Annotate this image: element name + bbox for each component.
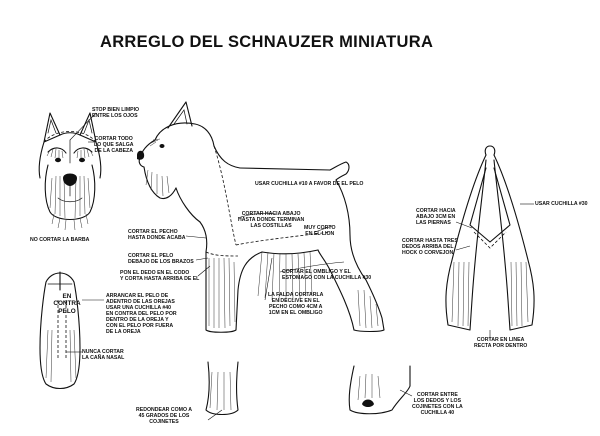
ear-drawing bbox=[40, 272, 104, 389]
label-stop: STOP BIEN LIMPIO ENTRE LOS OJOS bbox=[92, 107, 140, 119]
label-en-contra-pelo: EN CONTRA PELO bbox=[53, 293, 81, 315]
label-cortar-3cm: CORTAR HACIA ABAJO 3CM EN LAS PIERNAS bbox=[416, 208, 456, 226]
label-cortar-linea-recta: CORTAR EN LINEA RECTA POR DENTRO bbox=[474, 337, 528, 349]
head-front-view-drawing bbox=[39, 113, 101, 230]
label-cortar-entre-dedos: CORTAR ENTRE LOS DEDOS Y LOS COJINETES CON LA CUCHILLA 40 bbox=[412, 392, 463, 416]
label-cortar-hacia-abajo: CORTAR HACIA ABAJO HASTA DONDE TERMINAN LAS COSTILLAS bbox=[238, 211, 305, 229]
label-ombligo: CORTAR EL OMBLIGO Y EL ESTOMAGO CON LA CUCHILLA #30 bbox=[282, 269, 372, 281]
label-falda: LA FALDA CORTARLA EN DECLIVE EN EL PECHO COMO 4CM A 1CM EN EL OMBLIGO bbox=[268, 292, 324, 316]
label-cortar-todo: CORTAR TODO LO QUE SALGA DE LA CABEZA bbox=[94, 136, 134, 154]
label-nunca-cortar: NUNCA CORTAR LA CAÑA NASAL bbox=[82, 349, 125, 361]
label-tres-dedos: CORTAR HASTA TRES DEDOS ARRIBA DEL HOCK O CORVEJON bbox=[402, 238, 458, 256]
label-muy-corto: MUY CORTO EN EL LION bbox=[304, 225, 336, 237]
label-cuchilla-10: USAR CUCHILLA #10 A FAVOR DE EL PELO bbox=[255, 181, 364, 187]
label-cortar-pecho: CORTAR EL PECHO HASTA DONDE ACABA bbox=[128, 229, 186, 241]
hind-paw-drawing bbox=[349, 366, 412, 414]
label-cuchilla-30: USAR CUCHILLA #30 bbox=[535, 201, 588, 207]
page-title: ARREGLO DEL SCHNAUZER MINIATURA bbox=[100, 33, 434, 51]
rear-view-drawing bbox=[446, 146, 534, 340]
label-arrancar-pelo: ARRANCAR EL PELO DE ADENTRO DE LAS OREJAS USAR UNA CUCHILLA #40 EN CONTRA DEL PELO POR DENTRO DE LA OREJA Y CON EL PELO POR FUERA DE LA OREJA bbox=[106, 293, 177, 335]
label-no-cortar-barba: NO CORTAR LA BARBA bbox=[30, 237, 90, 243]
label-redondear: REDONDEAR COMO A 45 GRADOS DE LOS COJINETES bbox=[136, 407, 193, 425]
front-paw-drawing bbox=[206, 362, 238, 420]
label-cortar-pelo-brazos: CORTAR EL PELO DEBAJO DE LOS BRAZOS bbox=[128, 253, 194, 265]
label-pon-dedo: PON EL DEDO EN EL CODO Y CORTA HASTA ARRIBA DE EL bbox=[120, 270, 200, 282]
